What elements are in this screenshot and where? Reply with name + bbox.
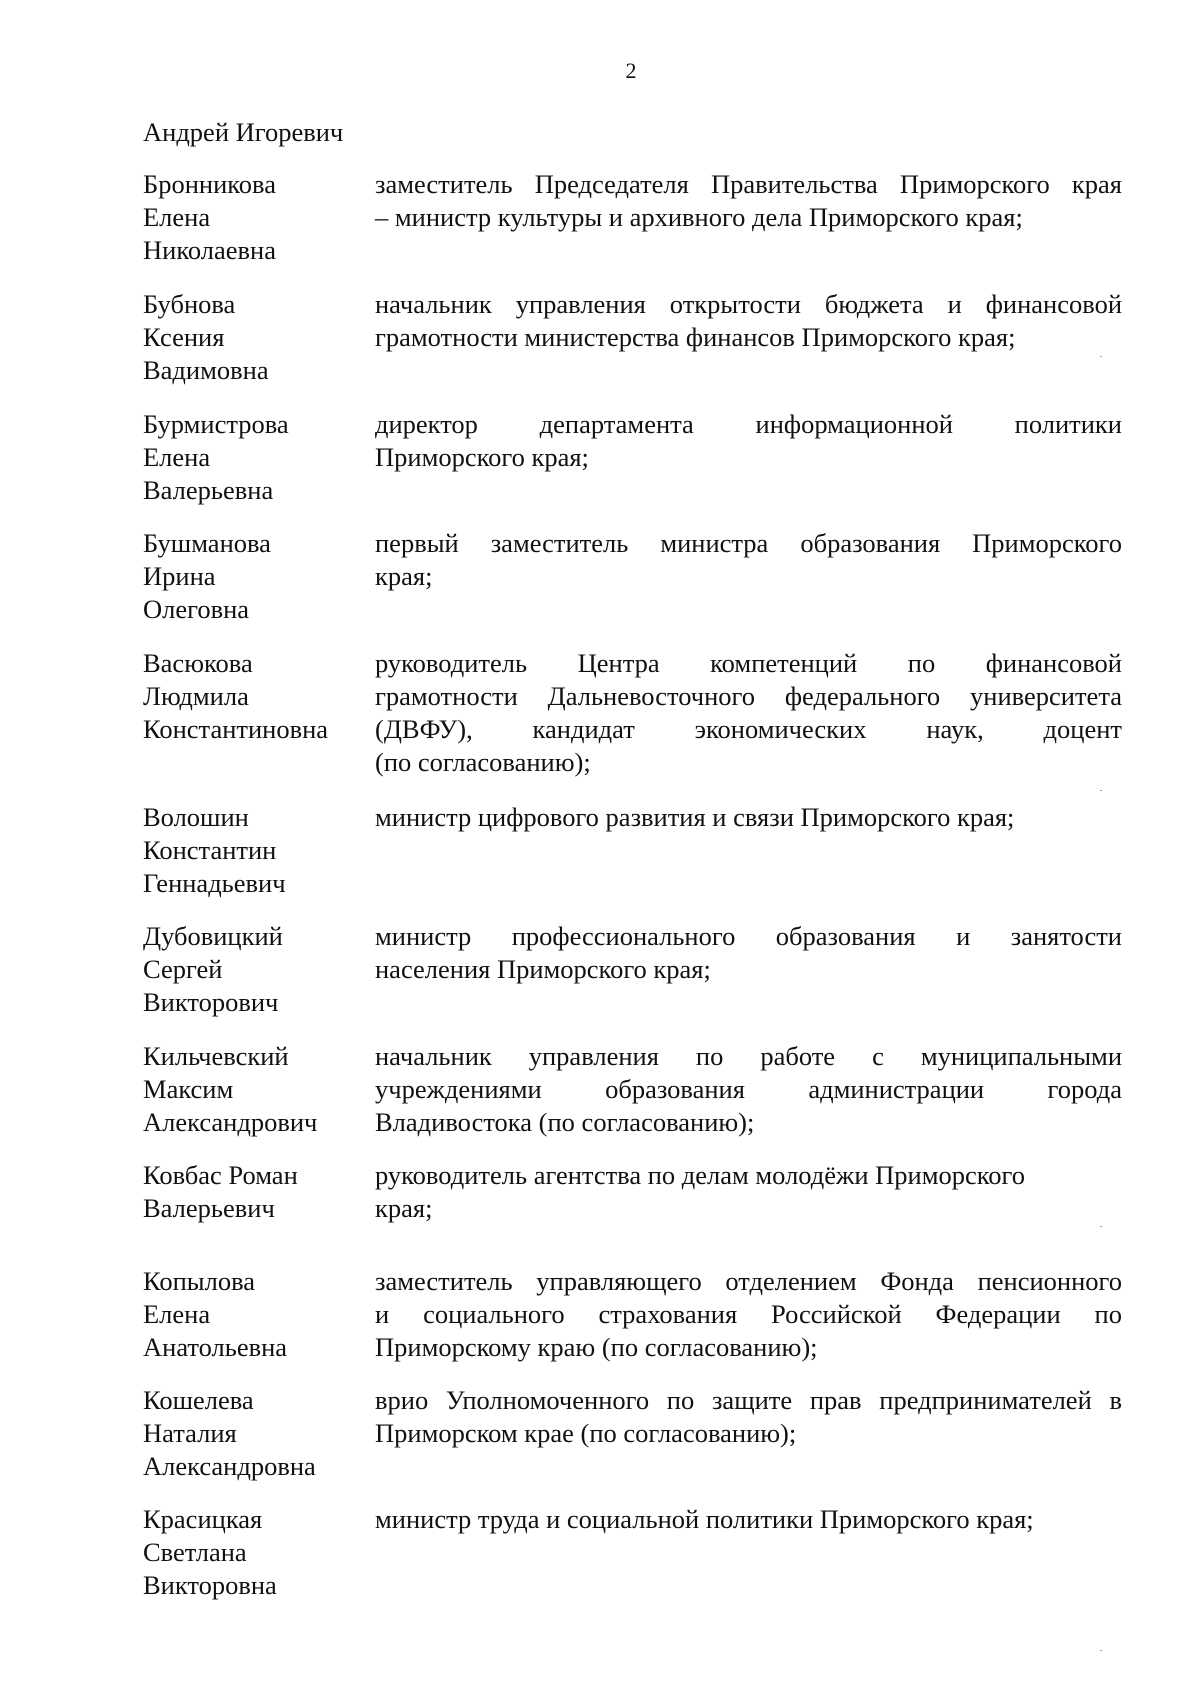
member-name-line: Ксения <box>143 322 225 352</box>
member-name-line: Анатольевна <box>143 1332 288 1362</box>
member-position <box>375 408 1122 474</box>
member-position-line: Приморском крае (по согласованию); <box>375 1418 797 1448</box>
member-position <box>375 288 1122 354</box>
member-position-line: грамотности Дальневосточного федерального университета <box>375 681 1122 711</box>
member-name <box>143 288 363 387</box>
member-name <box>143 1040 363 1139</box>
member-name-line: Геннадьевич <box>143 868 286 898</box>
member-name-line: Ковбас Роман <box>143 1160 298 1190</box>
member-entry <box>143 920 1123 1030</box>
member-name-line: Елена <box>143 442 211 472</box>
member-entry <box>143 1159 1123 1269</box>
member-name-line: Николаевна <box>143 235 276 265</box>
member-position-line: заместитель управляющего отделением Фонда пенсионного <box>375 1266 1122 1296</box>
scan-speck <box>1100 356 1102 357</box>
member-name-line: Константин <box>143 835 277 865</box>
member-name <box>143 647 363 746</box>
member-name-line: Людмила <box>143 681 249 711</box>
member-position <box>375 801 1122 834</box>
member-position-line: заместитель Председателя Правительства Приморского края <box>375 169 1122 199</box>
member-name-line: Александрович <box>143 1107 318 1137</box>
member-entry <box>143 801 1123 911</box>
lead-line: Андрей Игоревич <box>143 117 344 147</box>
member-name-line: Бушманова <box>143 528 271 558</box>
member-name-line: Елена <box>143 202 211 232</box>
member-name-line: Бурмистрова <box>143 409 289 439</box>
member-position-line: (по согласованию); <box>375 747 591 777</box>
member-name-line: Копылова <box>143 1266 255 1296</box>
member-position-line: министр цифрового развития и связи Приморского края; <box>375 802 1015 832</box>
member-position <box>375 1040 1122 1139</box>
member-name <box>143 1384 363 1483</box>
scan-speck <box>1100 790 1102 791</box>
member-name <box>143 168 363 267</box>
member-position <box>375 1159 1122 1225</box>
member-name <box>143 408 363 507</box>
member-position-line: края; <box>375 561 433 591</box>
member-position <box>375 168 1122 234</box>
scan-speck <box>1100 1650 1102 1651</box>
member-entry <box>143 1384 1123 1494</box>
member-position <box>375 920 1122 986</box>
member-position-line: министр профессионального образования и занятости <box>375 921 1122 951</box>
member-entry <box>143 408 1123 518</box>
member-name-line: Максим <box>143 1074 234 1104</box>
member-name-line: Елена <box>143 1299 211 1329</box>
member-name-line: Александровна <box>143 1451 316 1481</box>
member-position <box>375 1265 1122 1364</box>
member-position-line: первый заместитель министра образования Приморского <box>375 528 1122 558</box>
member-name-line: Кильчевский <box>143 1041 289 1071</box>
member-position-line: руководитель Центра компетенций по финансовой <box>375 648 1122 678</box>
member-entry <box>143 1265 1123 1375</box>
member-entry <box>143 168 1123 278</box>
member-name <box>143 1503 363 1602</box>
member-position-line: врио Уполномоченного по защите прав предпринимателей в <box>375 1385 1122 1415</box>
member-position-line: и социального страхования Российской Федерации по <box>375 1299 1122 1329</box>
member-position-line: Владивостока (по согласованию); <box>375 1107 755 1137</box>
member-name-line: Наталия <box>143 1418 237 1448</box>
member-position-line: грамотности министерства финансов Приморского края; <box>375 322 1016 352</box>
member-entry <box>143 527 1123 637</box>
scan-speck <box>1100 1226 1102 1227</box>
member-position <box>375 1503 1122 1536</box>
member-position-line: Приморскому краю (по согласованию); <box>375 1332 818 1362</box>
member-name <box>143 920 363 1019</box>
member-name <box>143 801 363 900</box>
member-name-line: Валерьевна <box>143 475 274 505</box>
member-position-line: Приморского края; <box>375 442 589 472</box>
member-name <box>143 1159 363 1225</box>
member-position <box>375 527 1122 593</box>
page-number: 2 <box>625 58 637 83</box>
member-name-line: Бубнова <box>143 289 236 319</box>
member-name-line: Сергей <box>143 954 223 984</box>
member-name-line: Константиновна <box>143 714 329 744</box>
member-name-line: Ирина <box>143 561 216 591</box>
member-entry <box>143 288 1123 398</box>
member-position-line: учреждениями образования администрации города <box>375 1074 1122 1104</box>
member-position <box>375 1384 1122 1450</box>
member-name-line: Олеговна <box>143 594 250 624</box>
member-name-line: Викторовна <box>143 1570 277 1600</box>
member-name-line: Светлана <box>143 1537 247 1567</box>
member-position-line: населения Приморского края; <box>375 954 711 984</box>
member-name-line: Дубовицкий <box>143 921 283 951</box>
member-position-line: края; <box>375 1193 433 1223</box>
member-entry <box>143 1040 1123 1150</box>
member-name-line: Вадимовна <box>143 355 269 385</box>
member-entry <box>143 1503 1123 1613</box>
member-position-line: начальник управления по работе с муниципальными <box>375 1041 1122 1071</box>
member-position-line: (ДВФУ), кандидат экономических наук, доцент <box>375 714 1122 744</box>
member-position-line: руководитель агентства по делам молодёжи Приморского <box>375 1160 1025 1190</box>
member-position-line: начальник управления открытости бюджета и финансовой <box>375 289 1122 319</box>
member-position-line: министр труда и социальной политики Приморского края; <box>375 1504 1034 1534</box>
member-name <box>143 1265 363 1364</box>
member-position-line: директор департамента информационной политики <box>375 409 1122 439</box>
member-name-line: Викторович <box>143 987 279 1017</box>
member-position <box>375 647 1122 779</box>
member-entry <box>143 647 1123 777</box>
member-name-line: Бронникова <box>143 169 276 199</box>
member-name-line: Волошин <box>143 802 249 832</box>
member-name-line: Красицкая <box>143 1504 263 1534</box>
member-name <box>143 527 363 626</box>
member-name-line: Валерьевич <box>143 1193 275 1223</box>
member-position-line: – министр культуры и архивного дела Приморского края; <box>375 202 1023 232</box>
member-name-line: Кошелева <box>143 1385 254 1415</box>
member-name-line: Васюкова <box>143 648 253 678</box>
